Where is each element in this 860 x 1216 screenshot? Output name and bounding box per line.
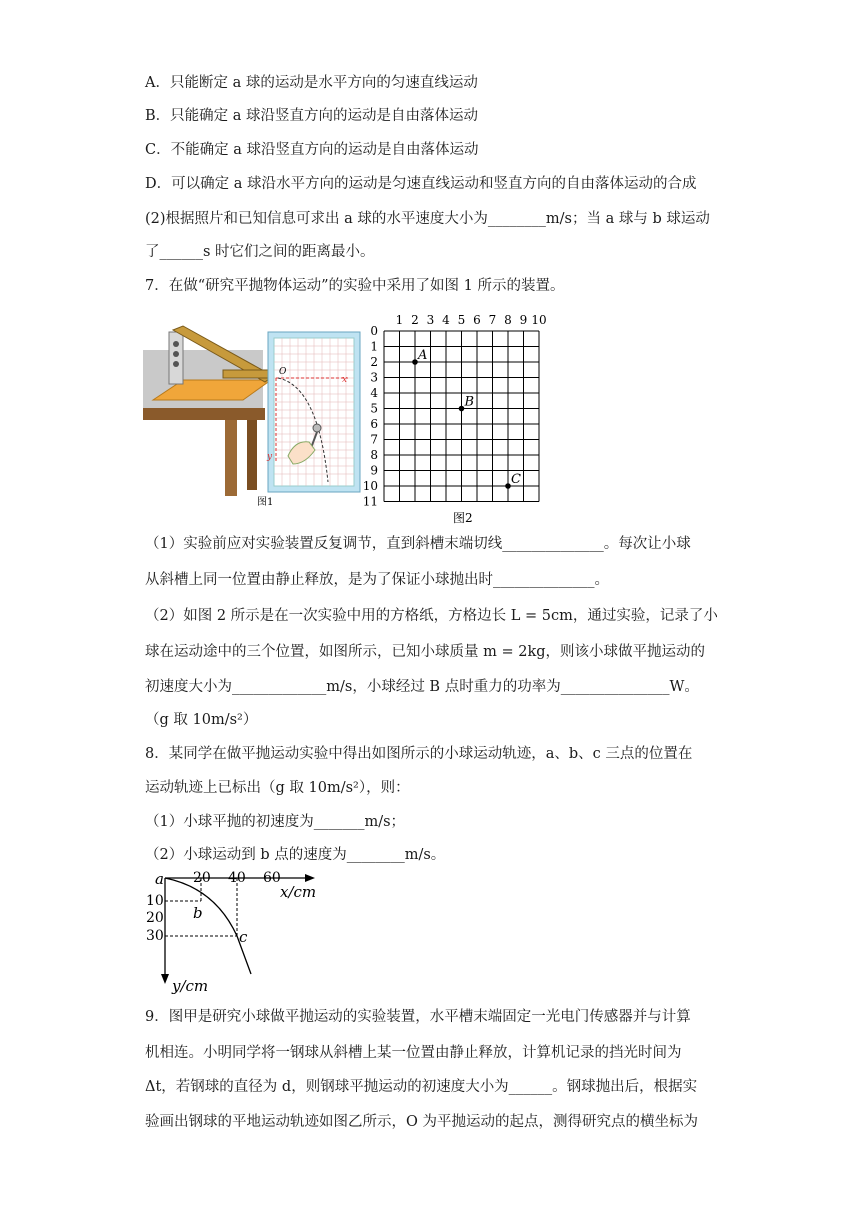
fig2-col-label: 6: [473, 313, 481, 327]
fig2-point-label: C: [511, 472, 521, 487]
option-b: B．只能确定 a 球沿竖直方向的运动是自由落体运动: [145, 108, 479, 124]
fig2-col-label: 7: [488, 313, 497, 327]
fig2-row-label: 0: [370, 324, 378, 338]
fig2-row-label: 10: [363, 479, 378, 493]
question-9-stem-cont-3: 验画出钢球的平地运动轨迹如图乙所示，O 为平抛运动的起点，测得研究点的横坐标为: [145, 1114, 698, 1130]
fig2-point-a: [412, 359, 418, 365]
question-9-stem-cont-2: Δt，若钢球的直径为 d，则钢球平抛运动的初速度大小为______。钢球抛出后，根据实: [145, 1079, 698, 1095]
fig2-row-label: 9: [370, 463, 378, 478]
fig2-col-label: 10: [531, 313, 547, 327]
fig2-row-label: 3: [370, 370, 378, 385]
fig3-x-tick-60: 60: [263, 870, 281, 886]
question-7-part-2-answer: 初速度大小为_____________m/s，小球经过 B 点时重力的功率为_______________W。: [145, 679, 699, 695]
fig3-point-c: c: [239, 928, 248, 946]
fig2-row-label: 5: [370, 401, 378, 416]
fig3-x-axis-label: x/cm: [280, 883, 317, 901]
fig2-point-label: B: [464, 394, 475, 410]
question-8-stem: 8．某同学在做平抛运动实验中得出如图所示的小球运动轨迹，a、b、c 三点的位置在: [145, 746, 693, 762]
fig1-y-label: y: [267, 452, 273, 462]
fig2-row-label: 1: [370, 339, 378, 354]
fig3-origin-a: a: [155, 870, 164, 888]
fig3-y-tick-10: 10: [146, 893, 164, 909]
question-7-part-2: （2）如图 2 所示是在一次实验中用的方格纸，方格边长 L = 5cm，通过实验，记录了小: [145, 608, 718, 624]
fig2-caption: 图2: [453, 511, 473, 525]
fig1-caption: 图1: [257, 497, 274, 508]
fig2-row-label: 4: [370, 386, 378, 400]
fig2-point-label: A: [418, 348, 428, 363]
fig3-y-axis-label: y/cm: [172, 977, 209, 994]
question-9-stem: 9．图甲是研究小球做平抛运动的实验装置，水平槽末端固定一光电门传感器并与计算: [145, 1009, 691, 1025]
question-8-part-1: （1）小球平抛的初速度为_______m/s；: [145, 814, 406, 830]
fig2-col-label: 9: [519, 313, 528, 327]
fig3-y-tick-30: 30: [146, 928, 164, 944]
option-a: A．只能断定 a 球的运动是水平方向的匀速直线运动: [145, 75, 478, 91]
fig2-row-label: 7: [370, 432, 378, 447]
question-8-part-2: （2）小球运动到 b 点的速度为________m/s。: [145, 847, 446, 863]
fig2-points: [412, 348, 521, 489]
question-7-part-1: （1）实验前应对实验装置反复调节，直到斜槽末端切线______________。每次让小球: [145, 536, 691, 552]
question-7-g-note: （g 取 10m/s²）: [145, 712, 258, 728]
fig2-col-label: 8: [504, 313, 512, 327]
option-d: D．可以确定 a 球沿水平方向的运动是匀速直线运动和竖直方向的自由落体运动的合成: [145, 176, 697, 192]
fig2-row-label: 11: [363, 494, 378, 509]
fig2-col-label: 2: [411, 313, 419, 327]
question-7-part-1-cont: 从斜槽上同一位置由静止释放，是为了保证小球抛出时______________。: [145, 572, 609, 588]
question-8-stem-cont: 运动轨迹上已标出（g 取 10m/s²），则：: [145, 780, 410, 796]
option-c: C．不能确定 a 球沿竖直方向的运动是自由落体运动: [145, 142, 479, 158]
fig2-col-label: 5: [457, 313, 466, 327]
fig1-x-label: x: [342, 375, 348, 385]
fig2-col-label: 3: [426, 313, 435, 327]
fig3-x-tick-20: 20: [193, 870, 211, 886]
figure-1-apparatus: [143, 322, 363, 512]
question-7-part-2-cont: 球在运动途中的三个位置，如图所示，已知小球质量 m = 2kg，则该小球做平抛运动的: [145, 644, 706, 660]
question-6-part-2: (2)根据照片和已知信息可求出 a 球的水平速度大小为________m/s；当 a 球与 b 球运动: [145, 211, 710, 227]
fig3-y-tick-20: 20: [146, 910, 164, 926]
question-6-part-2-cont: 了______s 时它们之间的距离最小。: [145, 244, 375, 260]
figure-2-grid: [363, 310, 553, 530]
fig2-row-label: 8: [370, 448, 378, 462]
fig2-col-label: 4: [442, 313, 450, 327]
fig2-column-labels: [396, 313, 547, 327]
fig2-row-label: 6: [370, 417, 378, 431]
question-9-stem-cont: 机相连。小明同学将一钢球从斜槽上某一位置由静止释放，计算机记录的挡光时间为: [145, 1045, 682, 1061]
figure-trajectory: [145, 866, 325, 994]
question-7-stem: 7．在做“研究平抛物体运动”的实验中采用了如图 1 所示的装置。: [145, 278, 565, 294]
fig2-point-c: [505, 483, 511, 489]
fig2-col-label: 1: [395, 313, 404, 327]
fig2-point-b: [459, 406, 465, 412]
fig3-point-b: b: [193, 904, 203, 922]
fig2-row-label: 2: [370, 355, 378, 369]
fig1-origin-label: O: [279, 367, 287, 377]
fig3-x-tick-40: 40: [228, 870, 246, 886]
fig2-row-labels: [363, 324, 378, 509]
